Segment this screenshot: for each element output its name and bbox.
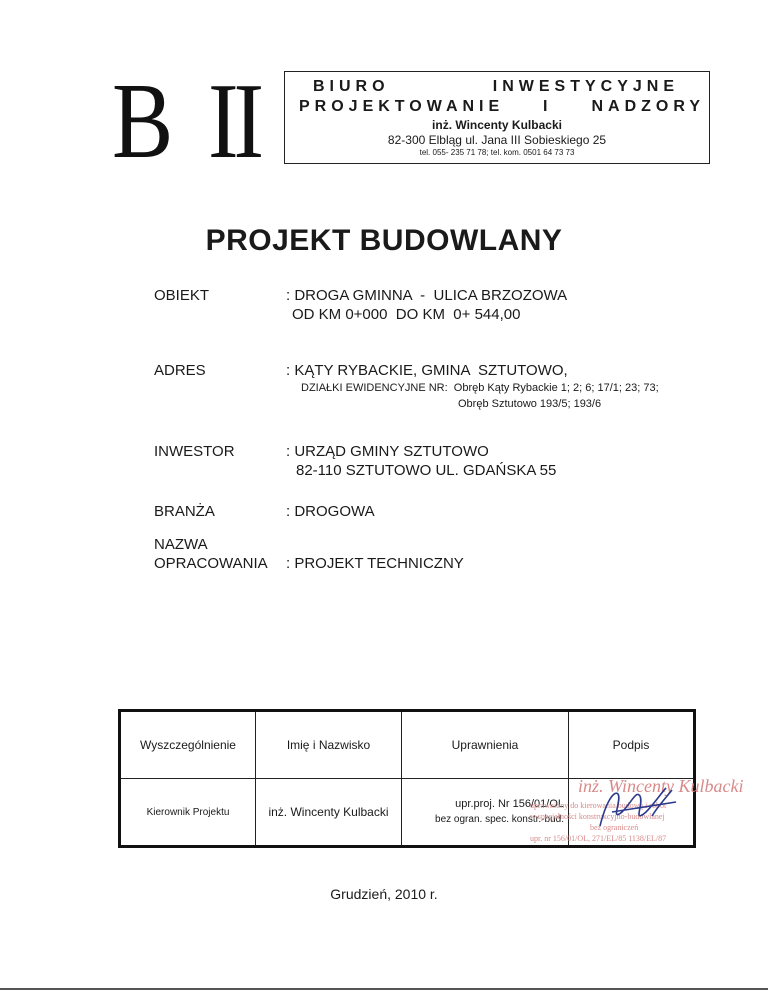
field-value-obiekt-2: OD KM 0+000 DO KM 0+ 544,00 [292,306,521,323]
company-phones: tel. 055- 235 71 78; tel. kom. 0501 64 73 73 [419,148,575,157]
stamp-line-4: upr. nr 156/01/OL, 271/EL/85 1138/EL/87 [530,834,667,843]
signature-stroke [600,788,676,826]
header-wyszczegolnienie: Wyszczególnienie [120,711,256,779]
cell-role: Kierownik Projektu [120,779,256,847]
company-header-box [284,71,710,164]
company-engineer: inż. Wincenty Kulbacki [432,118,562,132]
header-podpis: Podpis [569,711,695,779]
cell-name: inż. Wincenty Kulbacki [256,779,402,847]
stamp-name: inż. Wincenty Kulbacki [578,776,744,796]
field-value-nazwa: : PROJEKT TECHNICZNY [286,555,464,572]
header-uprawnienia: Uprawnienia [402,711,569,779]
field-label-nazwa-1: NAZWA [154,536,208,553]
field-label-adres: ADRES [154,362,206,379]
field-value-inwestor-2: 82-110 SZTUTOWO UL. GDAŃSKA 55 [296,462,557,479]
field-value-branza: : DROGOWA [286,503,375,520]
bottom-divider [0,988,768,990]
logo-letters-ii: II [208,62,259,181]
header-imie-nazwisko: Imię i Nazwisko [256,711,402,779]
cell-uprawnienia [402,779,569,847]
company-logo [112,62,272,181]
company-address: 82-300 Elbląg ul. Jana III Sobieskiego 25 [387,133,607,147]
field-value-obiekt-1: : DROGA GMINNA - ULICA BRZOZOWA [286,287,568,304]
logo-letter-b: B [112,62,169,181]
cell-upr-line-1: upr.proj. Nr 156/01/OL [455,798,564,810]
stamp-line-3: bez ograniczeń [590,823,639,832]
handwritten-signature [592,782,682,832]
signature-table-header-row [120,711,695,779]
field-value-adres-3: Obręb Sztutowo 193/5; 193/6 [458,398,602,410]
document-date: Grudzień, 2010 r. [330,886,438,902]
stamp-line-2: w specjalności konstrukcyjno-budowlanej [530,812,665,821]
company-name-word-projektowanie: PROJEKTOWANIE [299,98,505,115]
field-label-nazwa-2: OPRACOWANIA [154,555,268,572]
cell-upr-line-2: bez ogran. spec. konstr.-bud. [435,814,564,825]
field-label-obiekt: OBIEKT [154,287,210,304]
company-name-word-inwestycyjne: INWESTYCYJNE [492,78,679,95]
field-value-inwestor-1: : URZĄD GMINY SZTUTOWO [286,443,489,460]
stamp-line-1: uprawniony do kierowania budową i robót [530,801,667,810]
field-label-branza: BRANŻA [154,503,215,520]
field-value-adres-2: DZIAŁKI EWIDENCYJNE NR: Obręb Kąty Rybackie 1; 2; 6; 17/1; 23; 73; [301,382,659,394]
company-name-word-biuro: BIURO [313,78,390,95]
company-name-word-i: I [543,98,553,115]
field-value-adres-1: : KĄTY RYBACKIE, GMINA SZTUTOWO, [286,362,568,379]
company-name-word-nadzory: NADZORY [591,98,705,115]
document-title: PROJEKT BUDOWLANY [205,224,563,257]
field-label-inwestor: INWESTOR [154,443,235,460]
